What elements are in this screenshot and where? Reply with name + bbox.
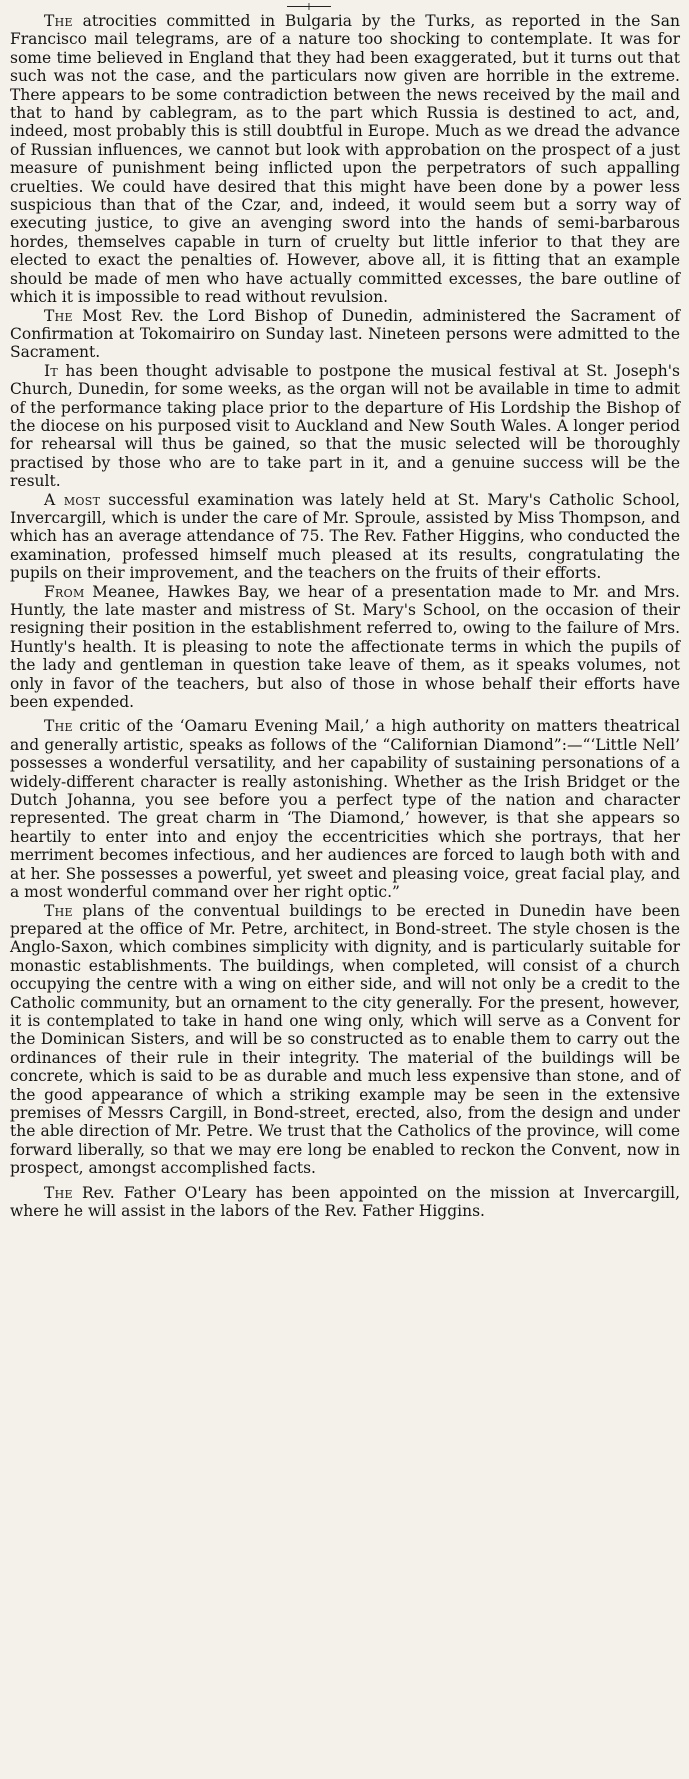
rule-cross-ornament: + (304, 0, 314, 13)
lead-word: The (44, 306, 73, 325)
item-musical-festival (10, 362, 680, 491)
paragraph-text: successful examination was lately held at St. Mary's Catholic School, Invercargill, which is under the care of Mr. Sproule, assisted by Miss Thompson, and which has an average attendance of 75. The Rev. Father Higgins, who conducted the examination, professed himself much pleased at its results, congratulating the pupils on their improvement, and the teachers on the fruits of their efforts. (10, 490, 681, 583)
lead-word: The (44, 901, 73, 920)
news-column (10, 12, 680, 1220)
lead-word: A most (44, 490, 101, 509)
paragraph-text: Meanee, Hawkes Bay, we hear of a presentation made to Mr. and Mrs. Huntly, the late master and mistress of St. Mary's School, on the occasion of their resigning their position in the establishment referred to, owing to the failure of Mrs. Huntly's health. It is pleasing to note the affectionate terms in which the pupils of the lady and gentleman in question take leave of them, as it speaks volumes, not only in favor of the teachers, but also of those in whose behalf their efforts have been expended. (10, 582, 680, 712)
paragraph-text: has been thought advisable to postpone the musical festival at St. Joseph's Church, Dunedin, for some weeks, as the organ will not be available in time to admit of the performance taking place prior to the departure of His Lordship the Bishop of the diocese on his purposed visit to Auckland and New South Wales. A longer period for rehearsal will thus be gained, so that the music selected will be thoroughly practised by those who are to take part in it, and a genuine success will be the result. (10, 361, 680, 491)
paragraph-text: atrocities committed in Bulgaria by the Turks, as reported in the San Francisco mail telegrams, are of a nature too shocking to contemplate. It was for some time believed in England that they had been exaggerated, but it turns out that such was not the case, and the particulars now given are horrible in the extreme. There appears to be some contradiction between the news received by the mail and that to hand by cablegram, as to the part which Russia is destined to act, and, indeed, most probably this is still doubtful in Europe. Much as we dread the advance of Russian influences, we cannot but look with approbation on the prospect of a just measure of punishment being inflicted upon the perpetrators of such appalling cruelties. We could have desired that this might have been done by a power less suspicious than that of the Czar, and, indeed, it would seem but a sorry way of executing justice, to give an avenging sword into the hands of semi-barbarous hordes, themselves capable in turn of cruelty but little inferior to that they are elected to exact the penalties of. However, above all, it is fitting that an example should be made of men who have actually committed excesses, the bare outline of which it is impossible to read without revulsion. (10, 12, 680, 307)
item-confirmation-tokomairiro (10, 307, 680, 362)
lead-word: The (44, 717, 73, 736)
paragraph-text: Rev. Father O'Leary has been appointed on the mission at Invercargill, where he will assist in the labors of the Rev. Father Higgins. (10, 1183, 680, 1220)
lead-word: The (44, 1183, 73, 1202)
item-meanee-presentation (10, 583, 680, 712)
item-oamaru-critic (10, 717, 680, 901)
item-school-examination (10, 491, 680, 583)
item-conventual-buildings (10, 902, 680, 1178)
item-bulgaria-atrocities (10, 12, 680, 307)
paragraph-text: Most Rev. the Lord Bishop of Dunedin, administered the Sacrament of Confirmation at Tokomairiro on Sunday last. Nineteen persons were admitted to the Sacrament. (10, 306, 680, 362)
paragraph-text: plans of the conventual buildings to be erected in Dunedin have been prepared at the office of Mr. Petre, architect, in Bond-street. The style chosen is the Anglo-Saxon, which combines simplicity with dignity, and is particularly suitable for monastic establishments. The buildings, when completed, will consist of a church occupying the centre with a wing on either side, and will not only be a credit to the Catholic community, but an ornament to the city generally. For the present, however, it is contemplated to take in hand one wing only, which will serve as a Convent for the Dominican Sisters, and will be so constructed as to enable them to carry out the ordinances of their rule in their integrity. The material of the buildings will be concrete, which is said to be as durable and much less expensive than stone, and of the good appearance of which a striking example may be seen in the extensive premises of Messrs Cargill, in Bond-street, erected, also, from the design and under the able direction of Mr. Petre. We trust that the Catholics of the province, will come forward liberally, so that we may ere long be enabled to reckon the Convent, now in prospect, amongst accomplished facts. (10, 901, 680, 1178)
lead-word: The (44, 12, 73, 30)
lead-word: From (44, 582, 85, 601)
paragraph-text: critic of the ‘Oamaru Evening Mail,’ a high authority on matters theatrical and generally artistic, speaks as follows of the “Californian Diamond”:—“‘Little Nell’ possesses a wonderful versatility, and her capability of sustaining personations of a widely-different character is really astonishing. Whether as the Irish Bridget or the Dutch Johanna, you see before you a perfect type of the nation and character represented. The great charm in ‘The Diamond,’ however, is that she appears so heartily to enter into and enjoy the eccentricities which she portrays, that her merriment becomes infectious, and her audiences are forced to laugh both with and at her. She possesses a powerful, yet sweet and pleasing voice, great facial play, and a most wonderful command over her right optic.” (10, 717, 680, 902)
item-father-oleary (10, 1184, 680, 1221)
lead-word: It (44, 361, 59, 380)
column-rule-ornament (287, 0, 331, 13)
